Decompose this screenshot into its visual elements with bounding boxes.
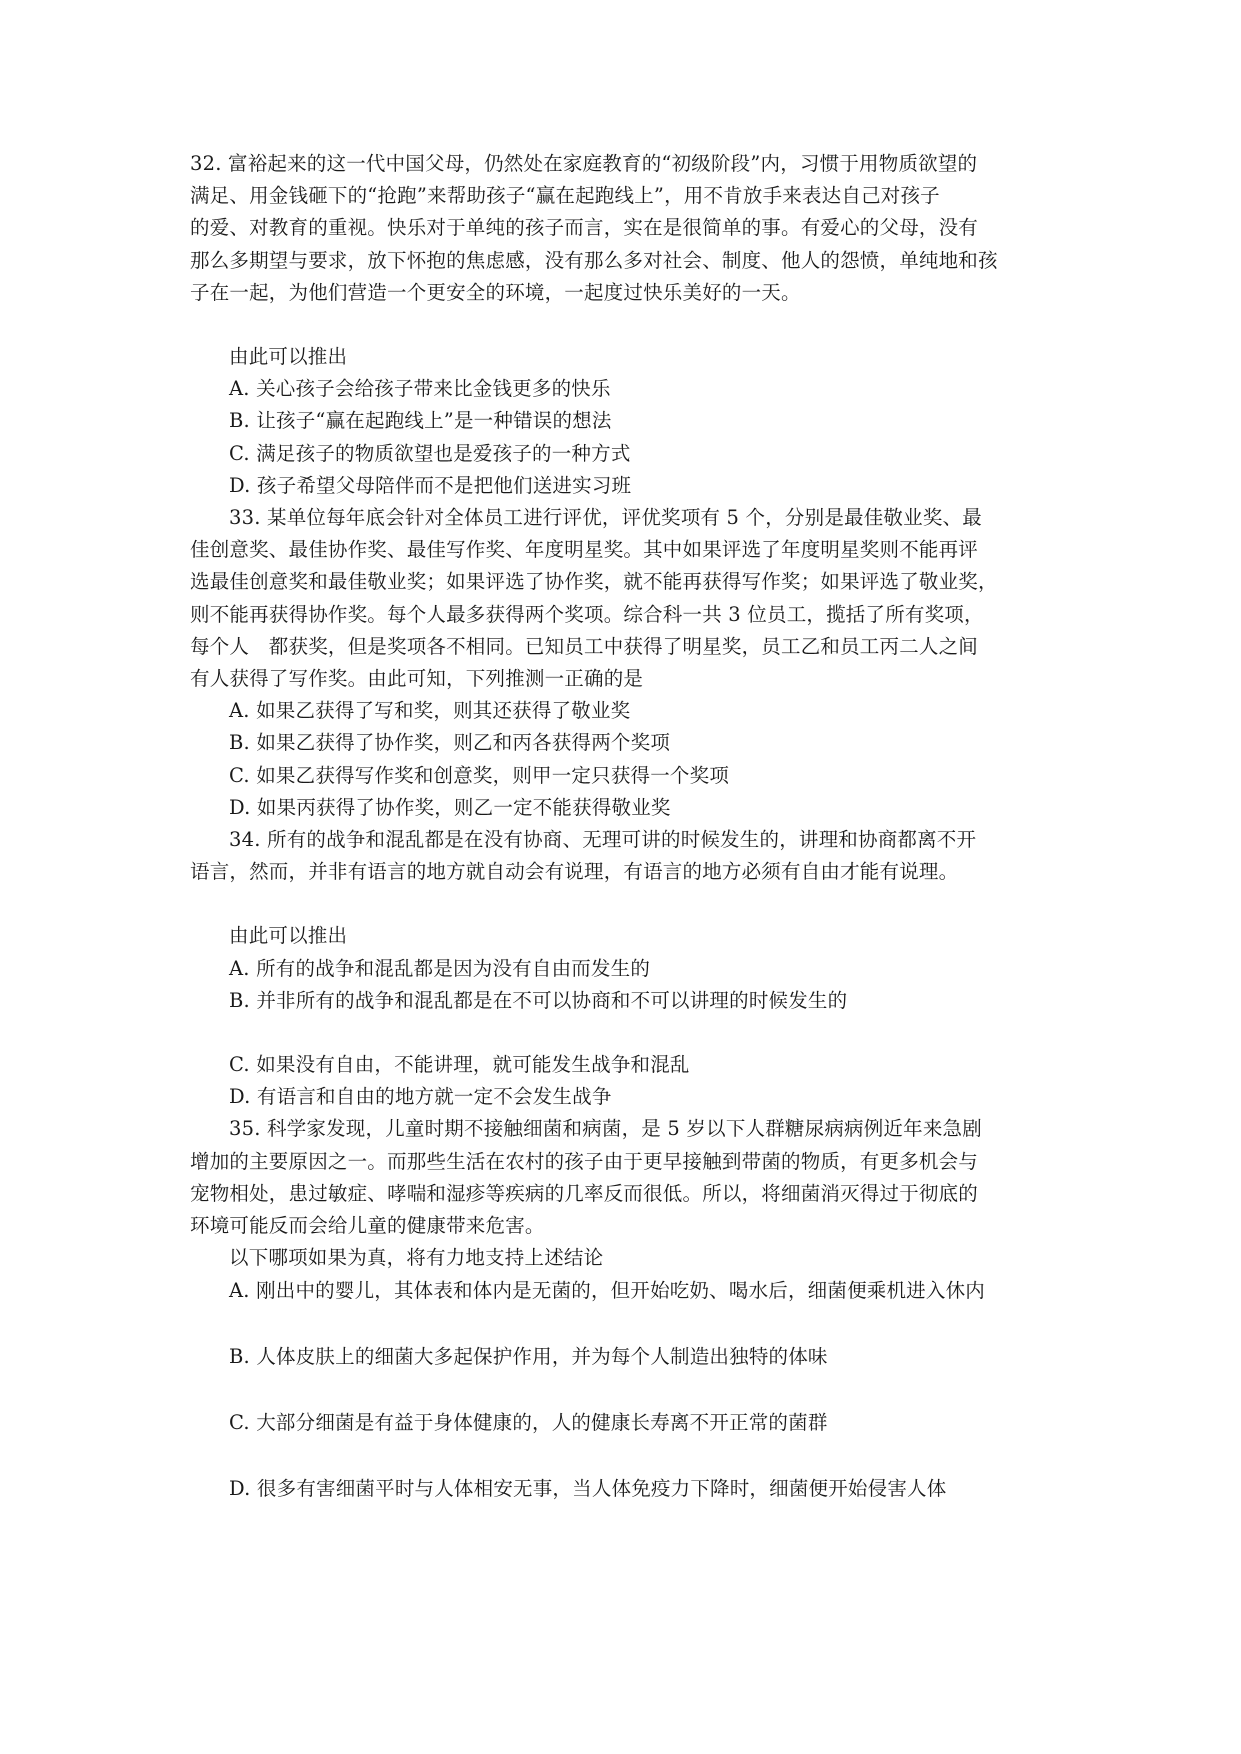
option-d: D. 有语言和自由的地方就一定不会发生战争: [229, 1085, 612, 1109]
question-stem-line: 35. 科学家发现，儿童时期不接触细菌和病菌，是 5 岁以下人群糖尿病病例近年来急剧: [229, 1117, 982, 1141]
option-c: C. 如果没有自由，不能讲理，就可能发生战争和混乱: [229, 1053, 690, 1077]
option-d: D. 很多有害细菌平时与人体相安无事，当人体免疫力下降时，细菌便开始侵害人体: [229, 1477, 947, 1501]
question-stem-line: 子在一起，为他们营造一个更安全的环境，一起度过快乐美好的一天。: [190, 280, 801, 304]
option-b: B. 并非所有的战争和混乱都是在不可以协商和不可以讲理的时候发生的: [229, 988, 848, 1012]
option-a: A. 关心孩子会给孩子带来比金钱更多的快乐: [229, 377, 611, 401]
spacer: [190, 309, 1062, 341]
spacer: [190, 1307, 1062, 1341]
question-stem-line: 33. 某单位每年底会针对全体员工进行评优，评优奖项有 5 个，分别是最佳敬业奖、最: [229, 506, 982, 530]
option-b: B. 让孩子“赢在起跑线上”是一种错误的想法: [229, 409, 612, 433]
option-d: D. 孩子希望父母陪伴而不是把他们送进实习班: [229, 473, 632, 497]
document-body: [190, 148, 1062, 1505]
option-b: B. 如果乙获得了协作奖，则乙和丙各获得两个奖项: [229, 731, 671, 755]
question-stem-line: 34. 所有的战争和混乱都是在没有协商、无理可讲的时候发生的，讲理和协商都离不开: [229, 828, 977, 852]
option-c: C. 大部分细菌是有益于身体健康的，人的健康长寿离不开正常的菌群: [229, 1410, 828, 1434]
question-33: [190, 502, 1062, 824]
spacer: [190, 1439, 1062, 1473]
question-prompt: 以下哪项如果为真，将有力地支持上述结论: [229, 1246, 604, 1270]
question-stem-line: 环境可能反而会给儿童的健康带来危害。: [190, 1214, 545, 1238]
question-34: [190, 824, 1062, 1113]
option-a: A. 刚出中的婴儿，其体表和体内是无菌的，但开始吃奶、喝水后，细菌便乘机进入休内: [229, 1278, 985, 1302]
option-d: D. 如果丙获得了协作奖，则乙一定不能获得敬业奖: [229, 795, 671, 819]
question-stem-line: 每个人 都获奖，但是奖项各不相同。已知员工中获得了明星奖，员工乙和员工丙二人之间: [190, 634, 979, 658]
question-stem-line: 佳创意奖、最佳协作奖、最佳写作奖、年度明星奖。其中如果评选了年度明星奖则不能再评: [190, 538, 979, 562]
question-35: [190, 1113, 1062, 1505]
question-stem-line: 语言，然而，并非有语言的地方就自动会有说理，有语言的地方必须有自由才能有说理。: [190, 860, 959, 884]
spacer: [190, 888, 1062, 920]
question-stem-line: 32. 富裕起来的这一代中国父母，仍然处在家庭教育的“初级阶段”内，习惯于用物质欲望的: [190, 152, 978, 175]
question-prompt: 由此可以推出: [229, 924, 348, 948]
spacer: [190, 1017, 1062, 1049]
question-prompt: 由此可以推出: [229, 345, 348, 369]
question-stem-line: 宠物相处，患过敏症、哮喘和湿疹等疾病的几率反而很低。所以，将细菌消灭得过于彻底的: [190, 1181, 979, 1205]
option-c: C. 如果乙获得写作奖和创意奖，则甲一定只获得一个奖项: [229, 763, 730, 787]
question-stem-line: 有人获得了写作奖。由此可知，下列推测一正确的是: [190, 667, 644, 691]
question-32: [190, 148, 1062, 502]
spacer: [190, 1373, 1062, 1407]
option-a: A. 如果乙获得了写和奖，则其还获得了敬业奖: [229, 699, 631, 723]
question-stem-line: 则不能再获得协作奖。每个人最多获得两个奖项。综合科一共 3 位员工，揽括了所有奖项，: [190, 602, 984, 626]
question-stem-line: 增加的主要原因之一。而那些生活在农村的孩子由于更早接触到带菌的物质，有更多机会与: [190, 1149, 979, 1173]
option-b: B. 人体皮肤上的细菌大多起保护作用，并为每个人制造出独特的体味: [229, 1344, 828, 1368]
option-a: A. 所有的战争和混乱都是因为没有自由而发生的: [229, 956, 651, 980]
question-stem-line: 的爱、对教育的重视。快乐对于单纯的孩子而言，实在是很简单的事。有爱心的父母，没有: [190, 216, 979, 240]
question-stem-line: 那么多期望与要求，放下怀抱的焦虑感，没有那么多对社会、制度、他人的怨愤，单纯地和孩: [190, 248, 998, 272]
option-c: C. 满足孩子的物质欲望也是爱孩子的一种方式: [229, 441, 631, 465]
question-stem-line: 选最佳创意奖和最佳敬业奖；如果评选了协作奖，就不能再获得写作奖；如果评选了敬业奖，: [190, 570, 998, 594]
question-stem-line: 满足、用金钱砸下的“抢跑”来帮助孩子“赢在起跑线上”，用不肯放手来表达自己对孩子: [190, 184, 940, 208]
